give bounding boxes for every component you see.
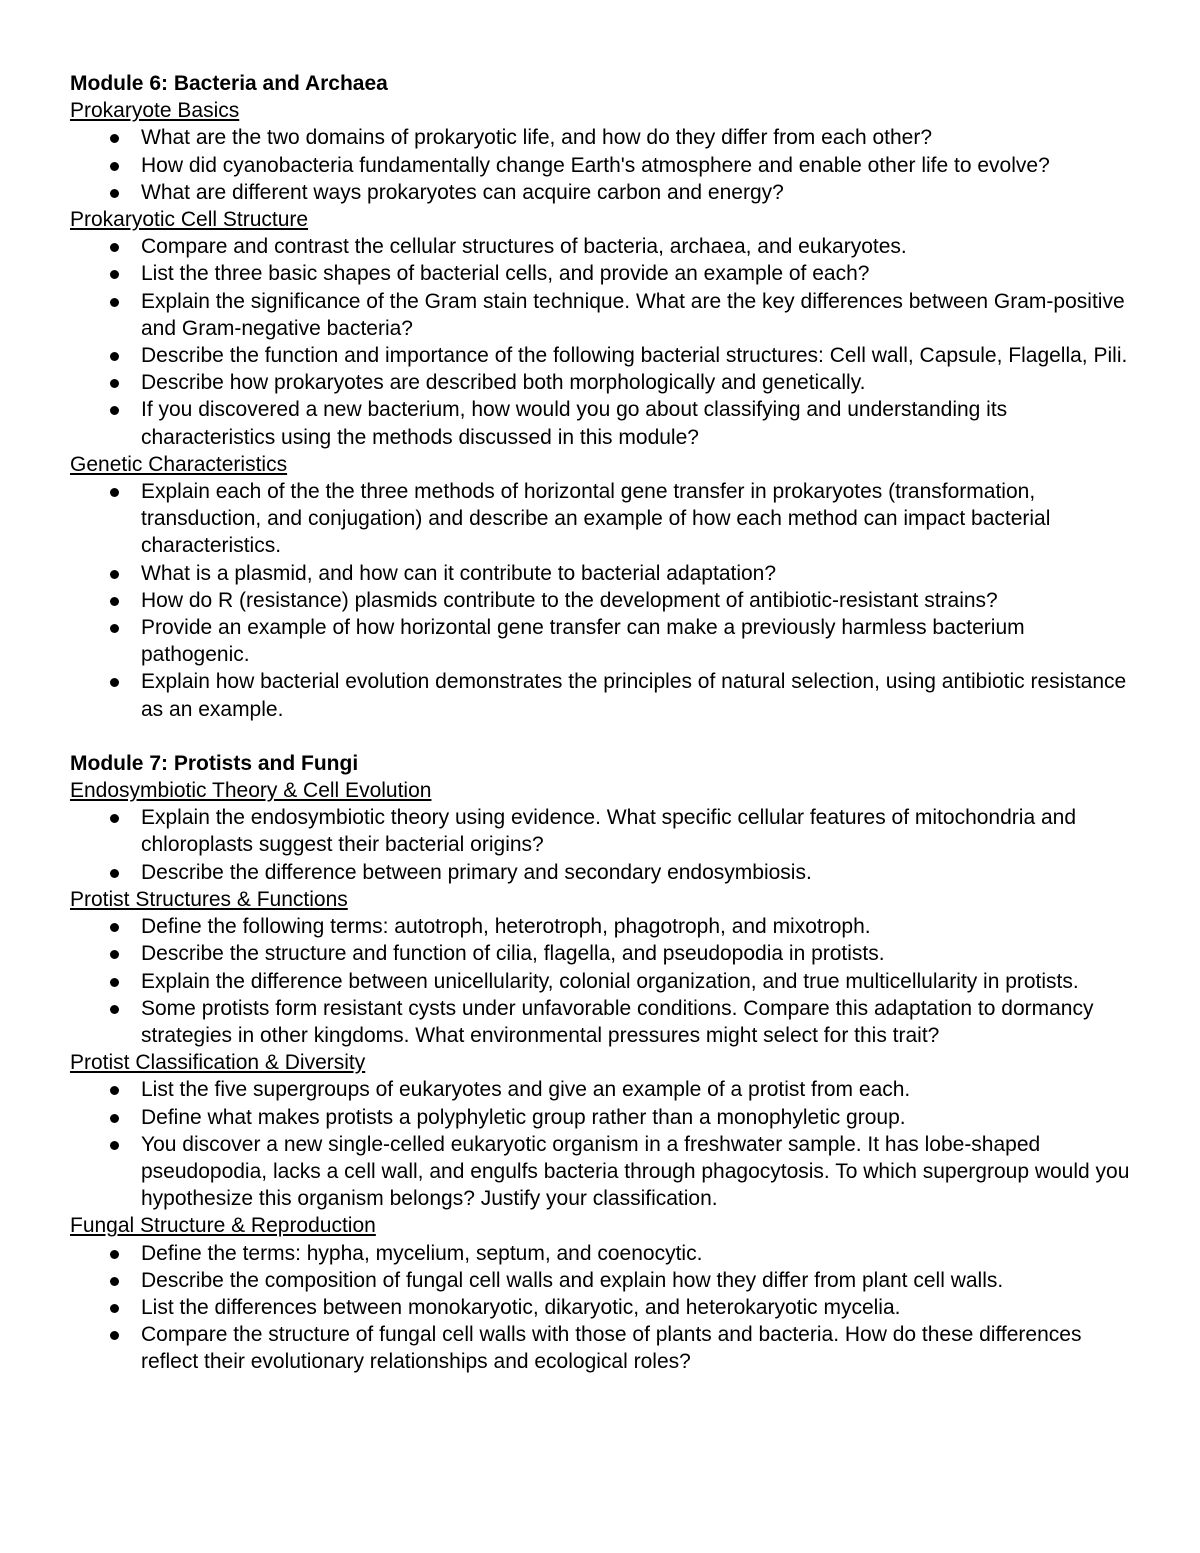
question-text: Explain each of the the three methods of horizontal gene transfer in prokaryotes (transformation, transduction, and conjugation) and describe an example of how each method can impact bacterial characteristics. [141, 480, 1051, 558]
section-protist-classification [70, 1049, 1130, 1212]
bullet-icon [110, 1331, 119, 1340]
bullet-icon [110, 570, 119, 579]
list-item [70, 233, 1130, 260]
section-title: Genetic Characteristics [70, 452, 288, 476]
bullet-icon [110, 1114, 119, 1123]
bullet-icon [110, 1005, 119, 1014]
list-item [70, 342, 1130, 369]
bullet-icon [110, 243, 119, 252]
question-text: Explain how bacterial evolution demonstrates the principles of natural selection, using antibiotic resistance as an example. [141, 670, 1127, 721]
question-list [70, 804, 1130, 886]
question-text: How did cyanobacteria fundamentally change Earth's atmosphere and enable other life to evolve? [141, 153, 1050, 177]
question-text: Define the terms: hypha, mycelium, septum, and coenocytic. [141, 1241, 703, 1265]
question-text: What are different ways prokaryotes can acquire carbon and energy? [141, 180, 784, 204]
bullet-icon [110, 978, 119, 987]
question-text: Explain the difference between unicellularity, colonial organization, and true multicellularity in protists. [141, 969, 1079, 993]
question-list [70, 1076, 1130, 1212]
question-text: List the three basic shapes of bacterial cells, and provide an example of each? [141, 262, 870, 286]
question-text: Explain the endosymbiotic theory using evidence. What specific cellular features of mitochondria and chloroplasts suggest their bacterial origins? [141, 806, 1077, 857]
section-title: Endosymbiotic Theory & Cell Evolution [70, 779, 432, 803]
section-genetic-characteristics [70, 451, 1130, 723]
list-item [70, 152, 1130, 179]
question-text: You discover a new single-celled eukaryotic organism in a freshwater sample. It has lobe-shaped pseudopodia, lacks a cell wall, and engulfs bacteria through phagocytosis. To which supergroup would you hypothesize this organism belongs? Justify your classification. [141, 1132, 1130, 1211]
list-item [70, 1267, 1130, 1294]
question-list [70, 913, 1130, 1049]
bullet-icon [110, 1141, 119, 1150]
bullet-icon [110, 162, 119, 171]
list-item [70, 995, 1130, 1049]
list-item [70, 560, 1130, 587]
module-6 [70, 70, 1130, 723]
bullet-icon [110, 923, 119, 932]
list-item [70, 940, 1130, 967]
bullet-icon [110, 814, 119, 823]
bullet-icon [110, 1086, 119, 1095]
list-item [70, 478, 1130, 560]
bullet-icon [110, 1277, 119, 1286]
list-item [70, 179, 1130, 206]
question-text: List the five supergroups of eukaryotes and give an example of a protist from each. [141, 1078, 911, 1102]
section-protist-structures [70, 886, 1130, 1049]
question-text: How do R (resistance) plasmids contribute to the development of antibiotic-resistant strains? [141, 588, 998, 612]
list-item [70, 614, 1130, 668]
list-item [70, 859, 1130, 886]
question-text: If you discovered a new bacterium, how would you go about classifying and understanding its characteristics using the methods discussed in this module? [141, 398, 1008, 449]
module-title: Module 6: Bacteria and Archaea [70, 72, 388, 95]
list-item [70, 1076, 1130, 1103]
section-prokaryote-basics [70, 97, 1130, 206]
question-text: What is a plasmid, and how can it contribute to bacterial adaptation? [141, 561, 777, 585]
section-title: Protist Classification & Diversity [70, 1051, 366, 1075]
question-text: List the differences between monokaryotic, dikaryotic, and heterokaryotic mycelia. [141, 1295, 901, 1319]
question-list [70, 478, 1130, 723]
question-text: Describe the difference between primary and secondary endosymbiosis. [141, 860, 812, 884]
question-text: Define the following terms: autotroph, heterotroph, phagotroph, and mixotroph. [141, 915, 871, 939]
section-title: Prokaryote Basics [70, 99, 240, 123]
section-title: Protist Structures & Functions [70, 887, 348, 911]
module-7 [70, 750, 1130, 1376]
question-text: Provide an example of how horizontal gene transfer can make a previously harmless bacterium pathogenic. [141, 616, 1025, 667]
bullet-icon [110, 298, 119, 307]
list-item [70, 1321, 1130, 1375]
bullet-icon [110, 624, 119, 633]
list-item [70, 260, 1130, 287]
bullet-icon [110, 352, 119, 361]
question-text: What are the two domains of prokaryotic life, and how do they differ from each other? [141, 126, 933, 150]
list-item [70, 1240, 1130, 1267]
bullet-icon [110, 1304, 119, 1313]
list-item [70, 288, 1130, 342]
list-item [70, 1131, 1130, 1213]
question-text: Describe the structure and function of cilia, flagella, and pseudopodia in protists. [141, 942, 885, 966]
question-text: Compare the structure of fungal cell walls with those of plants and bacteria. How do these differences reflect their evolutionary relationships and ecological roles? [141, 1323, 1082, 1374]
question-text: Some protists form resistant cysts under unfavorable conditions. Compare this adaptation to dormancy strategies in other kingdoms. What environmental pressures might select for this trait? [141, 996, 1094, 1047]
list-item [70, 913, 1130, 940]
list-item [70, 1294, 1130, 1321]
section-prokaryotic-cell-structure [70, 206, 1130, 451]
document-page [70, 70, 1130, 1376]
question-text: Describe how prokaryotes are described both morphologically and genetically. [141, 371, 866, 395]
bullet-icon [110, 379, 119, 388]
list-item [70, 968, 1130, 995]
list-item [70, 804, 1130, 858]
list-item [70, 124, 1130, 151]
bullet-icon [110, 134, 119, 143]
question-list [70, 233, 1130, 451]
question-list [70, 124, 1130, 206]
bullet-icon [110, 597, 119, 606]
bullet-icon [110, 1250, 119, 1259]
list-item [70, 668, 1130, 722]
question-list [70, 1240, 1130, 1376]
section-title: Prokaryotic Cell Structure [70, 208, 309, 232]
list-item [70, 396, 1130, 450]
bullet-icon [110, 270, 119, 279]
section-endosymbiotic-theory [70, 777, 1130, 886]
question-text: Describe the function and importance of the following bacterial structures: Cell wall, Capsule, Flagella, Pili. [141, 344, 1128, 368]
question-text: Define what makes protists a polyphyletic group rather than a monophyletic group. [141, 1105, 906, 1129]
section-title: Fungal Structure & Reproduction [70, 1214, 376, 1238]
bullet-icon [110, 869, 119, 878]
question-text: Explain the significance of the Gram stain technique. What are the key differences between Gram-positive and Gram-negative bacteria? [141, 289, 1125, 340]
section-fungal-structure [70, 1212, 1130, 1375]
list-item [70, 369, 1130, 396]
bullet-icon [110, 950, 119, 959]
bullet-icon [110, 406, 119, 415]
question-text: Compare and contrast the cellular structures of bacteria, archaea, and eukaryotes. [141, 235, 907, 259]
list-item [70, 587, 1130, 614]
bullet-icon [110, 488, 119, 497]
bullet-icon [110, 189, 119, 198]
list-item [70, 1104, 1130, 1131]
bullet-icon [110, 678, 119, 687]
question-text: Describe the composition of fungal cell walls and explain how they differ from plant cell walls. [141, 1268, 1004, 1292]
module-title: Module 7: Protists and Fungi [70, 751, 359, 775]
